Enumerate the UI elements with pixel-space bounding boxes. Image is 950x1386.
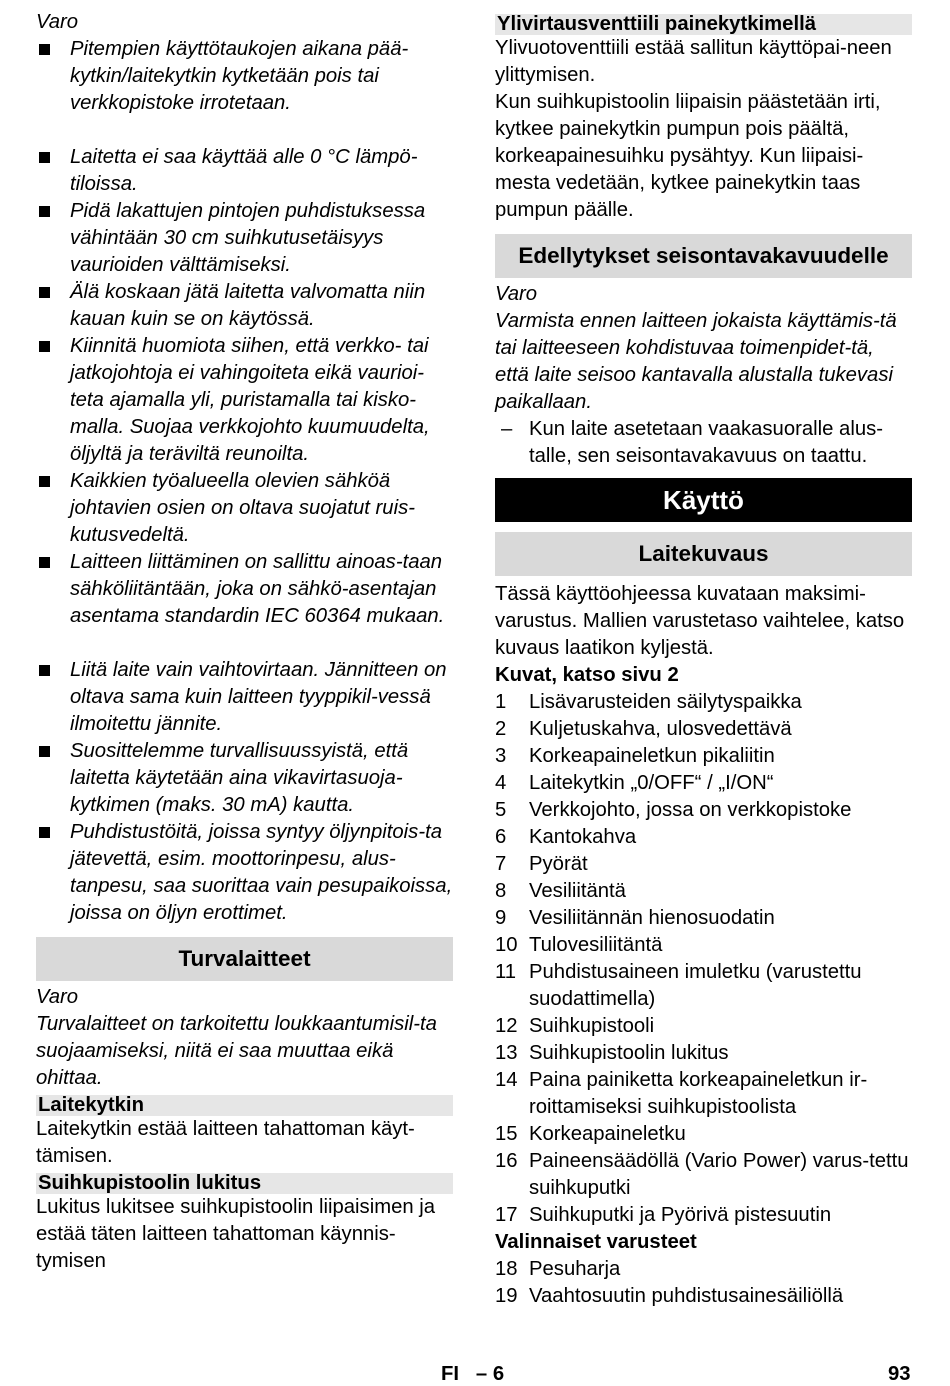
list-item: 18 Pesuharja [495, 1258, 621, 1280]
square-bullet-icon [39, 827, 50, 838]
bullet-item: Laitetta ei saa käyttää alle 0 °C lämpö-tiloissa. [36, 144, 453, 198]
warning-text: Turvalaitteet on tarkoitettu loukkaantumisil-ta suojaamiseksi, niitä ei saa muuttaa eikä ohittaa. [36, 1013, 437, 1089]
warning-label: Varo [495, 283, 538, 305]
square-bullet-icon [39, 152, 50, 163]
list-item: 11 Puhdistusaineen imuletku (varustettu suodattimella) [495, 961, 862, 1010]
list-item: 14 Paina painiketta korkeapaineletkun ir-roittamiseksi suihkupistoolista [495, 1069, 868, 1118]
square-bullet-icon [39, 476, 50, 487]
dash-list-item: – Kun laite asetetaan vaakasuoralle alus-talle, sen seisontavakavuus on taattu. [495, 416, 912, 470]
chapter-heading-kaytto: Käyttö [495, 478, 912, 522]
list-item: 19 Vaahtosuutin puhdistusainesäiliöllä [495, 1285, 844, 1307]
square-bullet-icon [39, 557, 50, 568]
warning-text: Varmista ennen laitteen jokaista käyttämis-tä tai laitteeseen kohdistuvaa toimenpidet-tä, että laite seisoo kantavalla alustalla tukevasi paikallaan. [495, 310, 897, 413]
optional-list [495, 1256, 912, 1310]
paragraph: Kun suihkupistoolin liipaisin päästetään irti, kytkee painekytkin pumpun pois päältä, korkeapainesuihku pysähtyy. Kun liipaisi-mesta vedetään, kytkee painekytkin taas pumpun päälle. [495, 91, 881, 221]
list-item: 13 Suihkupistoolin lukitus [495, 1042, 729, 1064]
warning-label: Varo [36, 11, 79, 33]
paragraph: Laitekytkin estää laitteen tahattoman käyt-tämisen. [36, 1118, 415, 1167]
section-heading-edellytykset: Edellytykset seisontavakavuudelle [495, 234, 912, 278]
page-number: 93 [888, 1363, 911, 1385]
list-item: 4 Laitekytkin „0/OFF“ / „I/ON“ [495, 772, 774, 794]
optional-accessories-heading: Valinnaiset varusteet [495, 1231, 697, 1253]
square-bullet-icon [39, 665, 50, 676]
list-item: 5 Verkkojohto, jossa on verkkopistoke [495, 799, 852, 821]
dash-bullet-icon: – [501, 418, 513, 440]
subheading-laitekytkin: Laitekytkin [36, 1095, 453, 1116]
left-column [36, 9, 453, 1275]
subheading-lukitus: Suihkupistoolin lukitus [36, 1173, 453, 1194]
parts-list [495, 689, 912, 1229]
bullet-item: Puhdistustöitä, joissa syntyy öljynpitois-ta jätevettä, esim. moottorinpesu, alus-tanpesu, saa suorittaa vain pesupaikoissa, joissa on öljyn erottimet. [36, 819, 453, 927]
square-bullet-icon [39, 287, 50, 298]
subheading-ylivirtaus: Ylivirtausventtiili painekytkimellä [495, 14, 912, 35]
bullet-item: Pitempien käyttötaukojen aikana pää-kytkin/laitekytkin kytketään pois tai verkkopistoke irrotetaan. [36, 36, 453, 144]
paragraph: Lukitus lukitsee suihkupistoolin liipaisimen ja estää täten laitteen tahattoman käynnis-tymisen [36, 1196, 436, 1272]
list-item: 17 Suihkuputki ja Pyörivä pistesuutin [495, 1204, 832, 1226]
warning-label: Varo [36, 986, 79, 1008]
right-column [495, 9, 912, 1310]
section-heading-laitekuvaus: Laitekuvaus [495, 532, 912, 576]
list-item: 12 Suihkupistooli [495, 1015, 655, 1037]
square-bullet-icon [39, 206, 50, 217]
figures-heading: Kuvat, katso sivu 2 [495, 664, 679, 686]
list-item: 16 Paineensäädöllä (Vario Power) varus-tettu suihkuputki [495, 1150, 909, 1199]
bullet-item: Älä koskaan jätä laitetta valvomatta niin kauan kuin se on käytössä. [36, 279, 453, 333]
bullet-item: Kiinnitä huomiota siihen, että verkko- tai jatkojohtoja ei vahingoiteta eikä vaurioi-teta ajamalla yli, puristamalla tai kisko-malla. Suojaa verkkojohto kuumuudelta, öljyltä ja teräviltä reunoilta. [36, 333, 453, 468]
bullet-item: Laitteen liittäminen on sallittu ainoas-taan sähköliitäntään, joka on sähkö-asentajan asentama standardin IEC 60364 mukaan. [36, 549, 453, 657]
bullet-item: Kaikkien työalueella olevien sähköä johtavien osien on oltava suojatut ruis-kutusvedeltä. [36, 468, 453, 549]
list-item: 9 Vesiliitännän hienosuodatin [495, 907, 775, 929]
section-heading-turvalaitteet: Turvalaitteet [36, 937, 453, 981]
square-bullet-icon [39, 341, 50, 352]
square-bullet-icon [39, 44, 50, 55]
list-item: 8 Vesiliitäntä [495, 880, 626, 902]
list-item: 6 Kantokahva [495, 826, 637, 848]
list-item: 15 Korkeapaineletku [495, 1123, 686, 1145]
paragraph: Tässä käyttöohjeessa kuvataan maksimi-varustus. Mallien varustetaso vaihtelee, katso kuvaus laatikon kyljestä. [495, 583, 905, 659]
safety-bullet-list [36, 36, 453, 927]
list-item: 7 Pyörät [495, 853, 588, 875]
bullet-item: Pidä lakattujen pintojen puhdistuksessa vähintään 30 cm suihkutusetäisyys vaurioiden välttämiseksi. [36, 198, 453, 279]
list-item: 10 Tulovesiliitäntä [495, 934, 663, 956]
footer-language-page: FI – 6 [441, 1363, 505, 1385]
bullet-item: Suosittelemme turvallisuussyistä, että laitetta käytetään aina vikavirtasuoja-kytkimen (maks. 30 mA) kautta. [36, 738, 453, 819]
list-item: 3 Korkeapaineletkun pikaliitin [495, 745, 775, 767]
list-item: 2 Kuljetuskahva, ulosvedettävä [495, 718, 792, 740]
square-bullet-icon [39, 746, 50, 757]
paragraph: Ylivuotoventtiili estää sallitun käyttöpai-neen ylittymisen. [495, 37, 892, 86]
bullet-item: Liitä laite vain vaihtovirtaan. Jännitteen on oltava sama kuin laitteen tyyppikil-vessä ilmoitettu jännite. [36, 657, 453, 738]
list-item: 1 Lisävarusteiden säilytyspaikka [495, 691, 802, 713]
